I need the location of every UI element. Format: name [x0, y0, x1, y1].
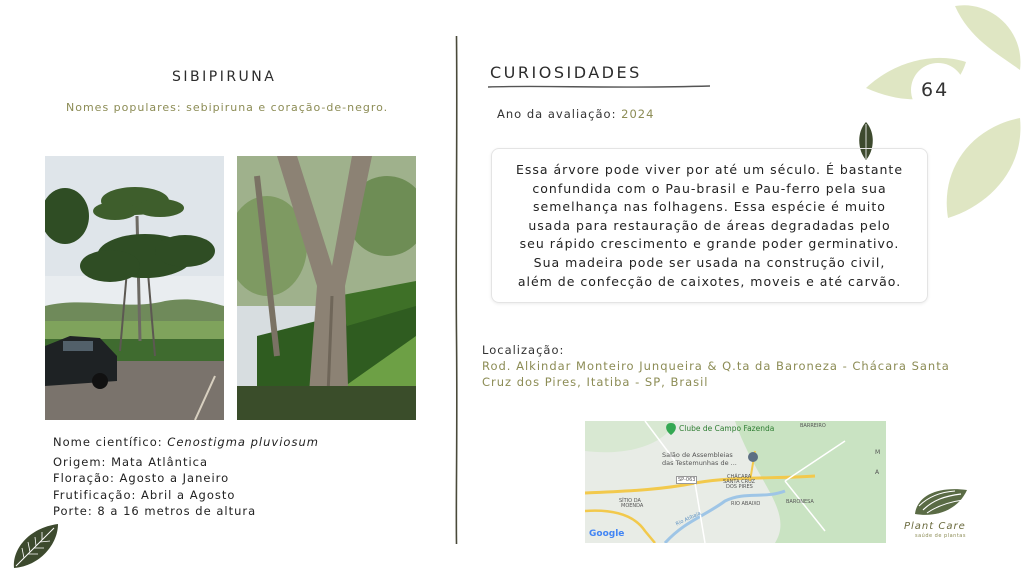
map-logo: Google: [589, 529, 625, 539]
map-label-barreiro: BARREIRO: [800, 423, 826, 429]
leaf-icon: [10, 522, 62, 570]
location-address-line2: Cruz dos Pires, Itatiba - SP, Brasil: [482, 375, 709, 389]
map-label-rio-abaixo: RIO ABAIXO: [731, 501, 761, 507]
curiosity-line: além de confecção de caixotes, moveis e até carvão.: [517, 273, 902, 289]
map-label-club: Clube de Campo Fazenda: [679, 424, 775, 433]
map-label-edge-m: M: [875, 449, 881, 456]
evaluation-year: [497, 107, 654, 121]
map-label-chacara-2: SANTA CRUZ: [723, 479, 756, 485]
popular-names-label: Nomes populares:: [66, 101, 182, 114]
title-underline: [488, 84, 710, 90]
page-number: 64: [921, 79, 950, 101]
brand-tagline: saúde de plantas: [915, 533, 966, 539]
curiosity-line: confundida com o Pau-brasil e Pau-ferro pela sua: [532, 180, 887, 196]
origin-row: Origem: Mata Atlântica: [53, 454, 209, 469]
map-label-hall-2: das Testemunhas de ...: [662, 459, 737, 467]
map-label-sitio-1: SÍTIO DA: [619, 498, 641, 504]
species-title: SIBIPIRUNA: [172, 69, 277, 85]
location-address-line1: Rod. Alkindar Monteiro Junqueira & Q.ta da Baroneza - Chácara Santa: [482, 359, 950, 373]
map-label-baronesa: BARONESA: [786, 499, 814, 505]
map-label-chacara-3: DOS PIRES: [726, 484, 753, 490]
fruiting-row: Frutificação: Abril a Agosto: [53, 487, 236, 502]
evaluation-year-value: 2024: [621, 107, 655, 121]
size-row: Porte: 8 a 16 metros de altura: [53, 504, 257, 518]
scientific-name-row: [53, 434, 319, 451]
location-map[interactable]: [585, 421, 886, 543]
species-facts: [53, 434, 319, 520]
scientific-name-value: Cenostigma pluviosum: [167, 435, 319, 449]
evaluation-year-label: Ano da avaliação:: [497, 107, 617, 121]
curiosity-line: Sua madeira pode ser usada na construção civil,: [533, 254, 886, 270]
curiosities-text: [498, 161, 921, 291]
popular-names: [66, 101, 388, 114]
column-divider: [455, 36, 458, 544]
curiosity-line: seu rápido crescimento e grande poder germinativo.: [519, 236, 900, 252]
flowering-row: Floração: Agosto a Janeiro: [53, 471, 230, 485]
location-address[interactable]: [482, 358, 962, 390]
map-label-road: SP-063: [678, 477, 696, 483]
map-label-river: Rio Atibaia: [674, 510, 702, 528]
curiosity-line: usada para restauração de áreas degradadas pelo: [528, 217, 891, 233]
tree-photo-2: [237, 156, 416, 420]
location-label: Localização:: [482, 343, 565, 357]
brand-name: Plant Care: [904, 521, 966, 532]
curiosities-box: [491, 148, 928, 303]
scientific-name-label: Nome científico:: [53, 435, 163, 449]
curiosity-line: Essa árvore pode viver por até um século. É bastante: [515, 162, 904, 177]
map-label-chacara-1: CHÁCARA: [727, 474, 752, 480]
popular-names-value: sebipiruna e coração-de-negro.: [186, 101, 389, 114]
map-label-hall-1: Salão de Assembleias: [662, 451, 733, 459]
plant-care-logo-icon: [913, 486, 969, 518]
map-label-sitio-2: MOENDA: [621, 503, 644, 509]
curiosity-line: semelhança nas folhagens. Essa espécie é muito: [533, 199, 886, 215]
curiosities-title: CURIOSIDADES: [490, 63, 642, 82]
tree-photo-1: [45, 156, 224, 420]
map-label-edge-a: A: [875, 469, 880, 476]
